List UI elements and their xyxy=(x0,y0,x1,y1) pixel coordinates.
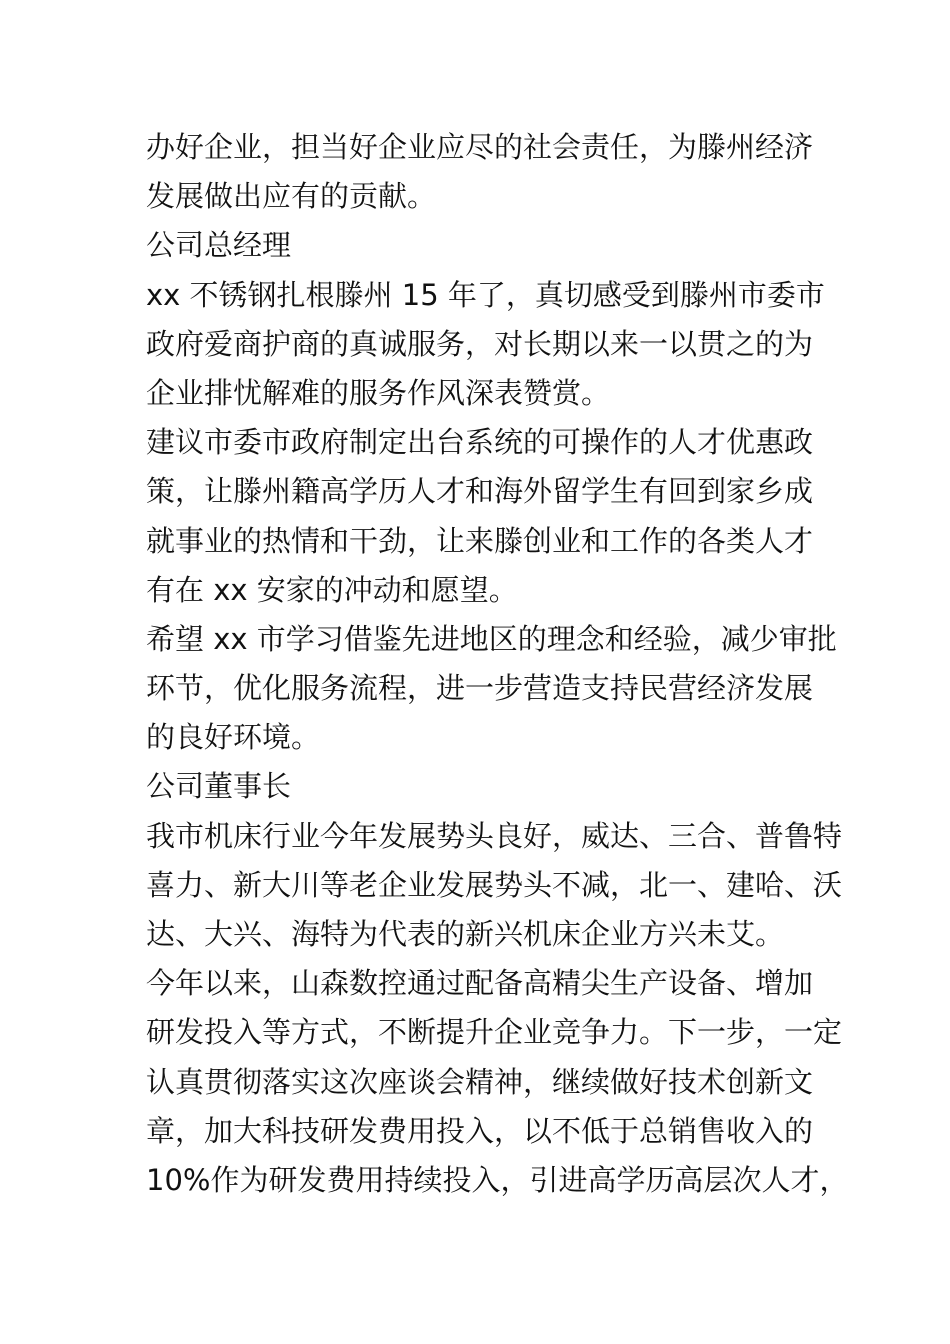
text-line: 环节，优化服务流程，进一步营造支持民营经济发展 xyxy=(146,671,814,706)
text-line: 企业排忧解难的服务作风深表赞赏。 xyxy=(146,375,611,410)
text-line: 10%作为研发费用持续投入，引进高学历高层次人才， xyxy=(146,1162,849,1197)
text-line: 研发投入等方式，不断提升企业竞争力。下一步，一定 xyxy=(146,1015,843,1050)
speaker-heading: 公司董事长 xyxy=(146,769,292,804)
text-line: 认真贯彻落实这次座谈会精神，继续做好技术创新文 xyxy=(146,1064,814,1099)
text-line: 办好企业，担当好企业应尽的社会责任，为滕州经济 xyxy=(146,130,814,164)
text-line: 发展做出应有的贡献。 xyxy=(146,179,437,214)
text-line: 希望 xx 市学习借鉴先进地区的理念和经验，减少审批 xyxy=(146,621,837,656)
text-line: 达、大兴、海特为代表的新兴机床企业方兴未艾。 xyxy=(146,917,785,951)
speaker-heading: 公司总经理 xyxy=(146,228,292,263)
text-line: 章，加大科技研发费用投入，以不低于总销售收入的 xyxy=(146,1113,814,1148)
text-line: 策，让滕州籍高学历人才和海外留学生有回到家乡成 xyxy=(146,474,814,509)
text-line: xx 不锈钢扎根滕州 15 年了，真切感受到滕州市委市 xyxy=(146,277,825,312)
text-line: 我市机床行业今年发展势头良好，威达、三合、普鲁特 xyxy=(146,818,843,853)
text-line: 今年以来，山森数控通过配备高精尖生产设备、增加 xyxy=(146,966,814,1001)
text-line: 就事业的热情和干劲，让来滕创业和工作的各类人才 xyxy=(146,523,814,558)
text-line: 有在 xx 安家的冲动和愿望。 xyxy=(146,572,518,607)
text-line: 的良好环境。 xyxy=(146,720,321,755)
text-line: 建议市委市政府制定出台系统的可操作的人才优惠政 xyxy=(146,425,814,460)
document-body xyxy=(146,123,849,1205)
text-line: 喜力、新大川等老企业发展势头不减，北一、建哈、沃 xyxy=(146,867,843,902)
text-line: 政府爱商护商的真诚服务，对长期以来一以贯之的为 xyxy=(146,326,814,361)
